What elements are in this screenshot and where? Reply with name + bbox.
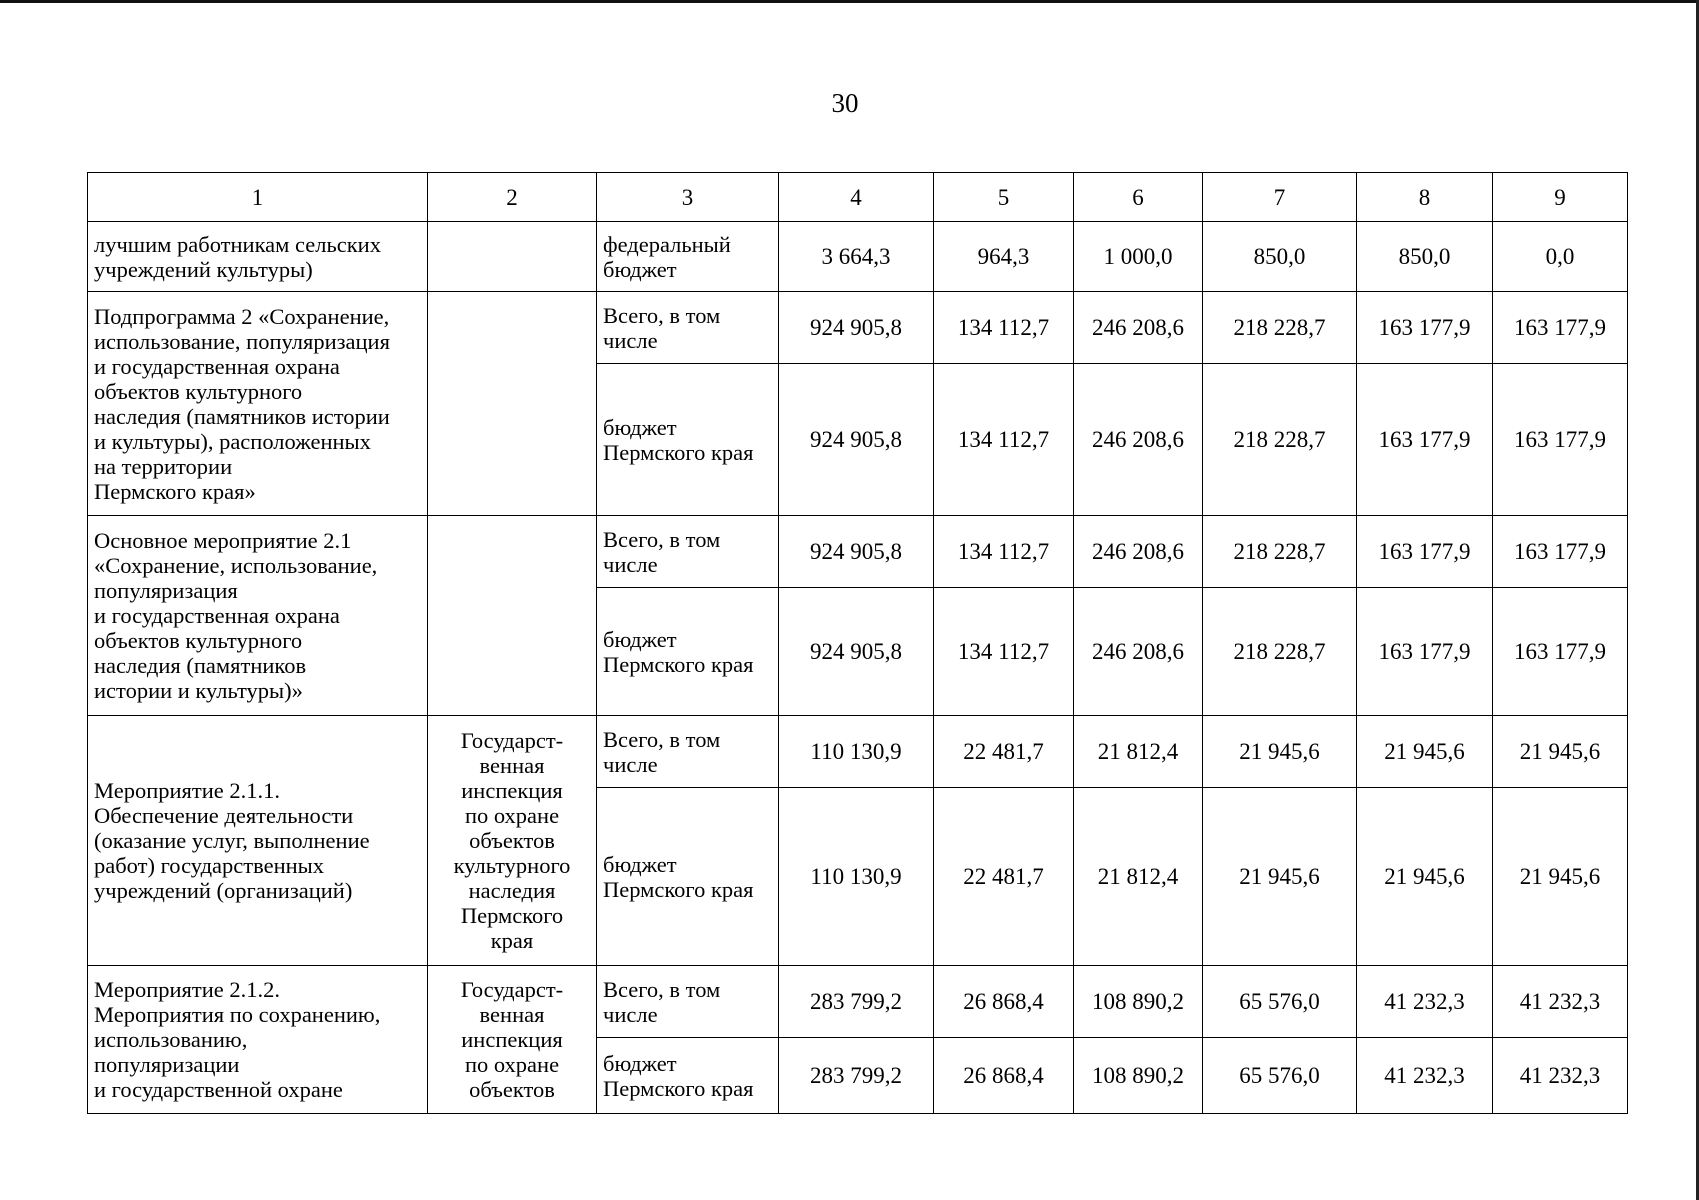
table-row [88, 716, 1628, 788]
amount-cell: 924 905,8 [779, 364, 934, 516]
funding-source: Всего, в том числе [597, 966, 779, 1038]
amount-cell: 108 890,2 [1074, 966, 1203, 1038]
amount-cell: 283 799,2 [779, 966, 934, 1038]
funding-source: бюджет Пермского края [597, 588, 779, 716]
amount-cell: 246 208,6 [1074, 516, 1203, 588]
amount-cell: 964,3 [934, 222, 1074, 292]
table-row [88, 222, 1628, 292]
amount-cell: 134 112,7 [934, 516, 1074, 588]
column-number: 6 [1074, 173, 1203, 222]
table-row [88, 292, 1628, 364]
amount-cell: 21 945,6 [1203, 788, 1357, 966]
amount-cell: 924 905,8 [779, 588, 934, 716]
amount-cell: 22 481,7 [934, 716, 1074, 788]
amount-cell: 850,0 [1357, 222, 1493, 292]
amount-cell: 218 228,7 [1203, 292, 1357, 364]
page-number: 30 [831, 88, 859, 118]
funding-source: Всего, в том числе [597, 716, 779, 788]
amount-cell: 21 945,6 [1357, 788, 1493, 966]
column-number: 2 [428, 173, 597, 222]
amount-cell: 21 945,6 [1357, 716, 1493, 788]
amount-cell: 163 177,9 [1357, 516, 1493, 588]
column-number: 9 [1493, 173, 1628, 222]
budget-table [87, 172, 1628, 1114]
column-number: 4 [779, 173, 934, 222]
column-number: 3 [597, 173, 779, 222]
amount-cell: 850,0 [1203, 222, 1357, 292]
amount-cell: 163 177,9 [1493, 364, 1628, 516]
amount-cell: 110 130,9 [779, 716, 934, 788]
amount-cell: 218 228,7 [1203, 516, 1357, 588]
amount-cell: 21 945,6 [1493, 716, 1628, 788]
amount-cell: 1 000,0 [1074, 222, 1203, 292]
funding-source: бюджет Пермского края [597, 364, 779, 516]
table-row [88, 966, 1628, 1038]
amount-cell: 108 890,2 [1074, 1038, 1203, 1114]
amount-cell: 41 232,3 [1357, 966, 1493, 1038]
amount-cell: 163 177,9 [1493, 588, 1628, 716]
amount-cell: 218 228,7 [1203, 588, 1357, 716]
amount-cell: 65 576,0 [1203, 1038, 1357, 1114]
amount-cell: 924 905,8 [779, 292, 934, 364]
funding-source: Всего, в том числе [597, 292, 779, 364]
column-number-row [88, 173, 1628, 222]
amount-cell: 41 232,3 [1357, 1038, 1493, 1114]
executor-cell: Государст- венная инспекция по охране объектов [428, 966, 597, 1114]
amount-cell: 924 905,8 [779, 516, 934, 588]
amount-cell: 0,0 [1493, 222, 1628, 292]
scan-edge-top [0, 0, 1699, 3]
funding-source: бюджет Пермского края [597, 788, 779, 966]
amount-cell: 246 208,6 [1074, 364, 1203, 516]
funding-source: Всего, в том числе [597, 516, 779, 588]
amount-cell: 246 208,6 [1074, 292, 1203, 364]
amount-cell: 41 232,3 [1493, 1038, 1628, 1114]
executor-cell [428, 222, 597, 292]
amount-cell: 21 812,4 [1074, 716, 1203, 788]
column-number: 8 [1357, 173, 1493, 222]
amount-cell: 134 112,7 [934, 588, 1074, 716]
funding-source: бюджет Пермского края [597, 1038, 779, 1114]
amount-cell: 26 868,4 [934, 1038, 1074, 1114]
amount-cell: 163 177,9 [1493, 292, 1628, 364]
amount-cell: 41 232,3 [1493, 966, 1628, 1038]
column-number: 5 [934, 173, 1074, 222]
program-name: Основное мероприятие 2.1 «Сохранение, использование, популяризация и государственная охрана объектов культурного наследия (памятников истории и культуры)» [88, 516, 428, 716]
amount-cell: 163 177,9 [1357, 364, 1493, 516]
amount-cell: 21 945,6 [1203, 716, 1357, 788]
executor-cell: Государст- венная инспекция по охране объектов культурного наследия Пермского края [428, 716, 597, 966]
amount-cell: 21 945,6 [1493, 788, 1628, 966]
amount-cell: 163 177,9 [1357, 588, 1493, 716]
column-number: 1 [88, 173, 428, 222]
funding-source: федеральный бюджет [597, 222, 779, 292]
amount-cell: 163 177,9 [1493, 516, 1628, 588]
column-number: 7 [1203, 173, 1357, 222]
executor-cell [428, 516, 597, 716]
amount-cell: 163 177,9 [1357, 292, 1493, 364]
amount-cell: 134 112,7 [934, 292, 1074, 364]
program-name: Мероприятие 2.1.2. Мероприятия по сохранению, использованию, популяризации и государственной охране [88, 966, 428, 1114]
program-name: Подпрограмма 2 «Сохранение, использование, популяризация и государственная охрана объектов культурного наследия (памятников истории и культуры), расположенных на территории Пермского края» [88, 292, 428, 516]
amount-cell: 3 664,3 [779, 222, 934, 292]
amount-cell: 283 799,2 [779, 1038, 934, 1114]
program-name: лучшим работникам сельских учреждений культуры) [88, 222, 428, 292]
amount-cell: 22 481,7 [934, 788, 1074, 966]
amount-cell: 65 576,0 [1203, 966, 1357, 1038]
amount-cell: 21 812,4 [1074, 788, 1203, 966]
executor-cell [428, 292, 597, 516]
amount-cell: 134 112,7 [934, 364, 1074, 516]
amount-cell: 110 130,9 [779, 788, 934, 966]
amount-cell: 218 228,7 [1203, 364, 1357, 516]
amount-cell: 26 868,4 [934, 966, 1074, 1038]
table-row [88, 516, 1628, 588]
program-name: Мероприятие 2.1.1. Обеспечение деятельности (оказание услуг, выполнение работ) государственных учреждений (организаций) [88, 716, 428, 966]
amount-cell: 246 208,6 [1074, 588, 1203, 716]
